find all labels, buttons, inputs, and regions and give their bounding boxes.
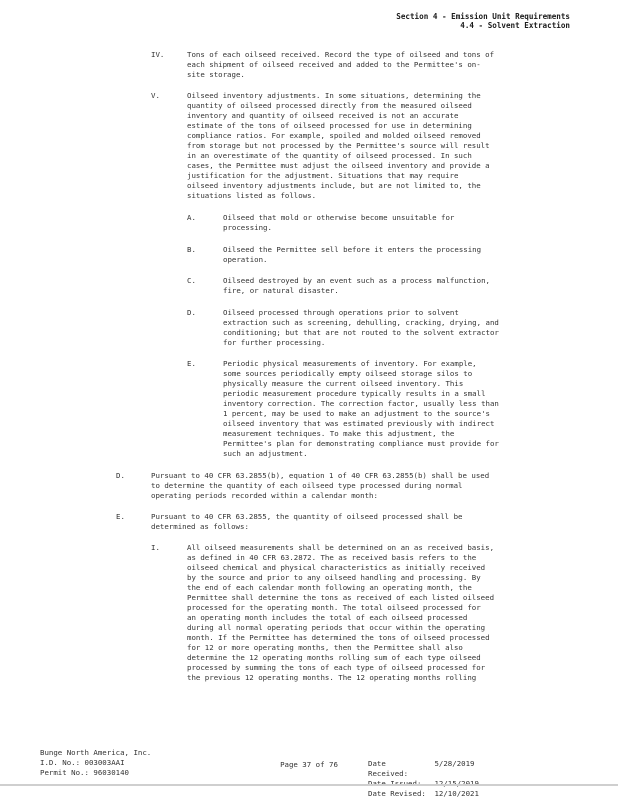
section-header xyxy=(396,12,570,30)
item-i-label: I. xyxy=(151,543,160,552)
date-received-label: Date Received: xyxy=(368,759,409,778)
date-revised-value: 12/10/2021 xyxy=(434,789,479,798)
item-i-text: All oilseed measurements shall be determined on an as received basis, as defined in 40 CFR 63.2872. The as received basis refers to the oilseed chemical and physical characteristics as initially received by the source and prior to any oilseed handling and processing. By the end of each calendar month following an operating month, the Permittee shall determine the tons as received of each listed oilseed processed for the operating month. The total oilseed processed for an operating month includes the total of each oilseed processed during all normal operating periods that occur within the operating month. If the Permittee has determined the tons of oilseed processed for 12 or more operating months, then the Permittee shall also determine the 12 operating months rolling sum of each type oilseed processed by summing the tons of each type of oilseed processed for the previous 12 operating months. The 12 operating months rolling xyxy=(187,543,495,682)
item-b-text: Oilseed the Permittee sell before it enters the processing operation. xyxy=(223,245,482,264)
date-received-value: 5/28/2019 xyxy=(434,759,475,768)
item-upper-e-text: Pursuant to 40 CFR 63.2855, the quantity of oilseed processed shall be determined as follows: xyxy=(151,512,463,531)
item-v-label: V. xyxy=(151,91,160,100)
page-number: Page 37 of 76 xyxy=(280,760,338,769)
item-upper-d-text: Pursuant to 40 CFR 63.2855(b), equation 1 of 40 CFR 63.2855(b) shall be used to determine the quantity of each oilseed type processed during normal operating periods recorded within a calendar month: xyxy=(151,471,490,500)
item-iv-label: IV. xyxy=(151,50,165,59)
permit-number: Permit No.: 96030140 xyxy=(40,768,129,777)
company-name: Bunge North America, Inc. xyxy=(40,748,152,757)
item-a-label: A. xyxy=(187,213,196,222)
item-b-label: B. xyxy=(187,245,196,254)
item-iv-text: Tons of each oilseed received. Record the type of oilseed and tons of each shipment of oilseed received and added to the Permittee's on- site storage. xyxy=(187,50,495,79)
item-v-text: Oilseed inventory adjustments. In some situations, determining the quantity of oilseed processed directly from the measured oilseed inventory and quantity of oilseed received is not an accurate estimate of the tons of oilseed processed for use in determining compliance ratios. For example, spoiled and molded oilseed removed from storage but not processed by the Permittee's source will result in an overestimate of the quantity of oilseed processed. In such cases, the Permittee must adjust the oilseed inventory and provide a justification for the adjustment. Situations that may require oilseed inventory adjustments include, but are not limited to, the situations listed as follows. xyxy=(187,91,490,200)
item-e-text: Periodic physical measurements of inventory. For example, some sources periodically empty oilseed storage silos to physically measure the current oilseed inventory. This periodic measurement procedure typically results in a small inventory correction. The correction factor, usually less than 1 percent, may be used to make an adjustment to the source's oilseed inventory that was estimated previously with indirect measurement techniques. To make this adjustment, the Permittee's plan for demonstrating compliance must provide for such an adjustment. xyxy=(223,359,499,458)
section-title: Section 4 - Emission Unit Requirements xyxy=(396,12,570,21)
footer-divider xyxy=(0,784,618,786)
item-upper-e-label: E. xyxy=(116,512,125,521)
item-a-text: Oilseed that mold or otherwise become unsuitable for processing. xyxy=(223,213,455,232)
item-d-text: Oilseed processed through operations prior to solvent extraction such as screening, dehulling, cracking, drying, and conditioning; but that are not routed to the solvent extractor for further processing. xyxy=(223,308,499,347)
date-revised-label: Date Revised: xyxy=(368,789,426,798)
item-c-text: Oilseed destroyed by an event such as a process malfunction, fire, or natural disaster. xyxy=(223,276,490,295)
id-number: I.D. No.: 003003AAI xyxy=(40,758,125,767)
item-d-label: D. xyxy=(187,308,196,317)
subsection-title: 4.4 - Solvent Extraction xyxy=(460,21,570,30)
item-upper-d-label: D. xyxy=(116,471,125,480)
item-c-label: C. xyxy=(187,276,196,285)
item-e-label: E. xyxy=(187,359,196,368)
